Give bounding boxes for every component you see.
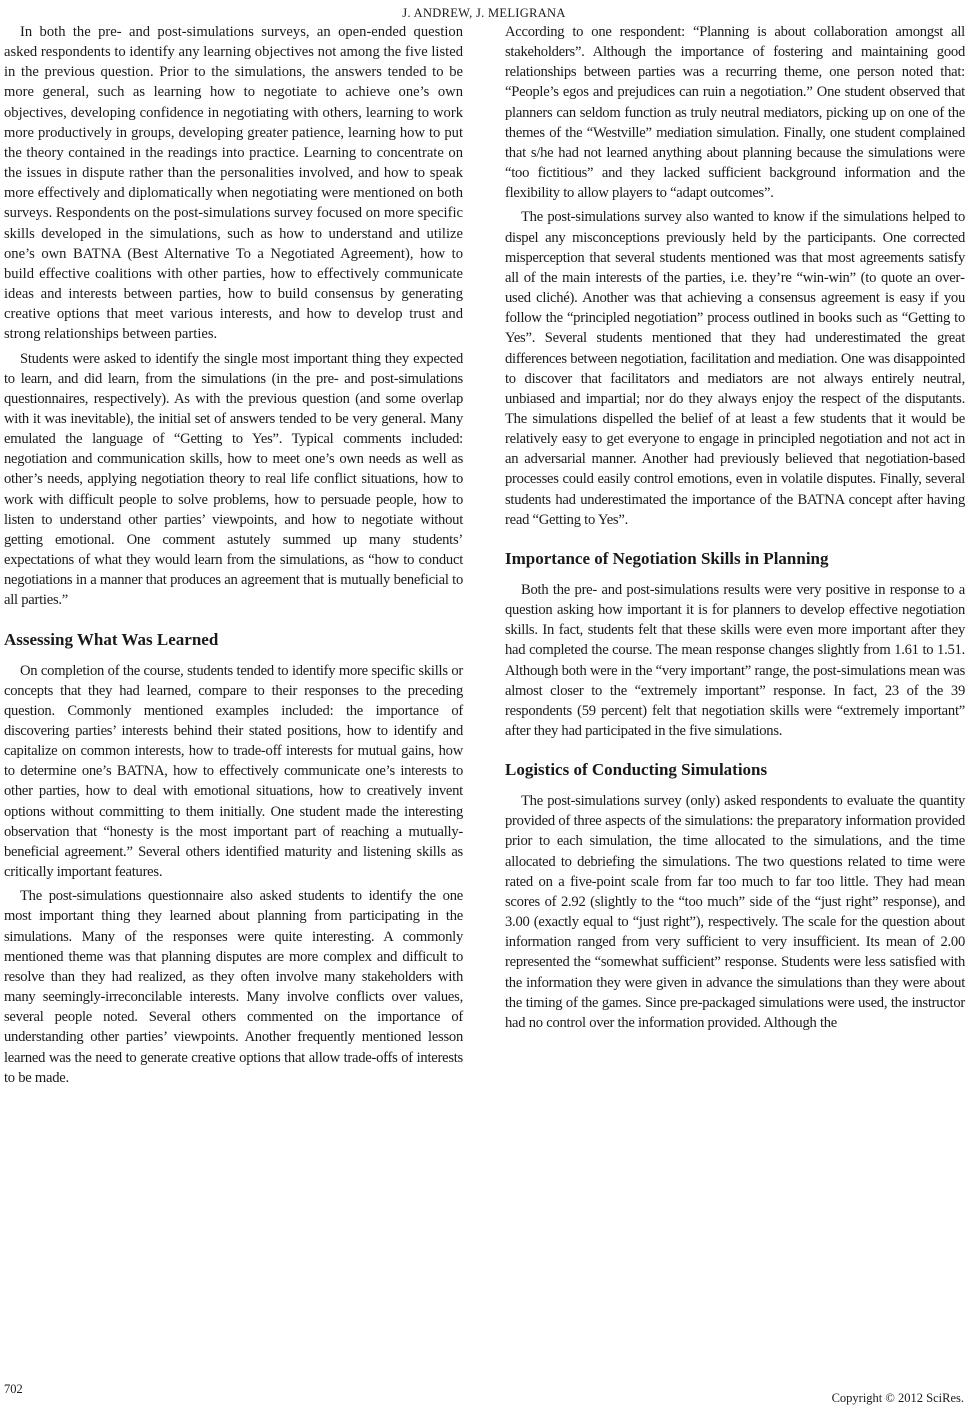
paragraph: The post-simulations questionnaire also asked students to identify the one most important thing they learned about planning from participating in the simulations. Many of the responses were quite interesting. A commonly mentioned theme was that planning disputes are more complex and difficult to resolve than they had realized, as they often involve many stakeholders with many seemingly-irreconcilable interests. Many involve conflicts over values, several people noted. Several others commented on the importance of understanding other parties’ viewpoints. Another frequently mentioned lesson learned was the need to generate creative options that allow trade-offs of interests to be made.: [4, 888, 463, 1086]
paragraph: Students were asked to identify the single most important thing they expected to learn, and did learn, from the simulations (in the pre- and post-simulations questionnaires, respectively). As with the previous question (and some overlap with it was inevitable), the initial set of answers tended to be very general. Many emulated the language of “Getting to Yes”. Typical comments included: negotiation and communication skills, how to meet one’s own needs as well as other’s needs, applying negotiation theory to real life conflict situations, how to work with difficult people to solve problems, how to persuade people, how to listen to understand other parties’ viewpoints, and how to negotiate without getting emotional. One comment astutely summed up many students’ expectations of what they would learn from the simulations, as “how to conduct negotiations in a manner that produces an agreement that is mutually beneficial to all parties.”: [4, 350, 463, 609]
section-heading: Logistics of Conducting Simulations: [505, 760, 768, 780]
page-number: 702: [4, 1382, 23, 1396]
paragraph: In both the pre- and post-simulations surveys, an open-ended question asked respondents to identify any learning objectives not among the five listed in the previous question. Prior to the simulations, the answers tended to be more general, such as learning how to negotiate to achieve one’s own objectives, developing confidence in negotiating with others, learning to work more productively in groups, developing greater patience, learning how to put the theory contained in the readings into practice. Learning to concentrate on the issues in dispute rather than the personalities involved, and how to speak more effectively and diplomatically when negotiating were mentioned on both surveys. Respondents on the post-simulations survey focused on more specific skills developed in the simulations, such as how to understand and utilize one’s own BATNA (Best Alternative To a Negotiated Agreement), how to build effective coalitions with other parties, how to effectively communicate ideas and interests between parties, how to build consensus by generating creative options that meet various interests, and how to develop trust and strong relationships between parties.: [4, 24, 463, 343]
paragraph: On completion of the course, students tended to identify more specific skills or concepts that they had learned, compare to their responses to the preceding question. Commonly mentioned examples included: the importance of discovering parties’ interests behind their stated positions, how to identify and capitalize on common interests, how to trade-off interests for mutual gains, how to determine one’s BATNA, how to effectively communicate one’s interests to other parties, how to deal with emotional situations, how to creatively invent options without committing to them initially. One student made the interesting observation that “honesty is the most important part of reaching a mutually-beneficial agreement.” Several others identified maturity and listening skills as critically important features.: [4, 662, 463, 881]
paragraph: The post-simulations survey also wanted to know if the simulations helped to dispel any misconceptions previously held by the participants. One corrected misperception that several students mentioned was that most agreements satisfy all of the main interests of the parties, i.e. they’re “win-win” (to quote an overused cliché). Another was that achieving a consensus agreement is easy if you follow the “principled negotiation” process outlined in books such as “Getting to Yes”. Several students mentioned that they had underestimated the great differences between negotiation, facilitation and mediation. One was disappointed to discover that facilitators and mediators are not always entirely neutral, unbiased and impartial; nor do they always enjoy the respect of the disputants. The simulations dispelled the belief of at least a few students that it would be relatively easy to get everyone to engage in principled negotiation and not act in an adversarial manner. Another had previously believed that negotiation-based processes could easily control emotions, even in volatile disputes. Finally, several students had underestimated the importance of the BATNA concept after having read “Getting to Yes”.: [505, 209, 965, 528]
running-head: J. ANDREW, J. MELIGRANA: [402, 6, 566, 20]
left-column: [4, 22, 463, 1092]
copyright-notice: Copyright © 2012 SciRes.: [831, 1391, 964, 1405]
paragraph: According to one respondent: “Planning is about collaboration amongst all stakeholders”. Although the importance of fostering and maintaining good relationships between parties was a recurring theme, one person noted that: “People’s egos and prejudices can ruin a negotiation.” One student observed that planners can seldom function as truly neutral mediators, picking up on one of the themes of the “Westville” mediation simulation. Finally, one student complained that s/he had not learned anything about planning because the simulations were “too fictitious” and they lacked sufficient background information and the flexibility to allow players to “adapt outcomes”.: [505, 24, 965, 202]
section-heading: Importance of Negotiation Skills in Planning: [505, 548, 829, 568]
paragraph: Both the pre- and post-simulations results were very positive in response to a question asking how important it is for planners to develop effective negotiation skills. In fact, students felt that these skills were even more important after they had completed the course. The mean response changes slightly from 1.61 to 1.51. Although both were in the “very important” range, the post-simulations mean was almost closer to the “extremely important” response. In fact, 23 of the 39 respondents (59 percent) felt that negotiation skills were “extremely important” after they had participated in the five simulations.: [505, 581, 965, 739]
right-column: [505, 22, 965, 1037]
paragraph: The post-simulations survey (only) asked respondents to evaluate the quantity provided of three aspects of the simulations: the preparatory information provided prior to each simulation, the time allocated to the simulations, and the time allocated to debriefing the simulations. The two questions related to time were rated on a five-point scale from far too much to far too little. They had mean scores of 2.92 (slightly to the “too much” side of the “just right” response), and 3.00 (exactly equal to “just right”), respectively. The scale for the question about information ranged from very sufficient to very insufficient. Its mean of 2.00 represented the “somewhat sufficient” response. Students were less satisfied with the information they were given in advance the simulations than they were about the timing of the games. Since pre-packaged simulations were used, the instructor had no control over the information provided. Although the: [505, 793, 965, 1031]
section-heading: Assessing What Was Learned: [4, 629, 219, 649]
